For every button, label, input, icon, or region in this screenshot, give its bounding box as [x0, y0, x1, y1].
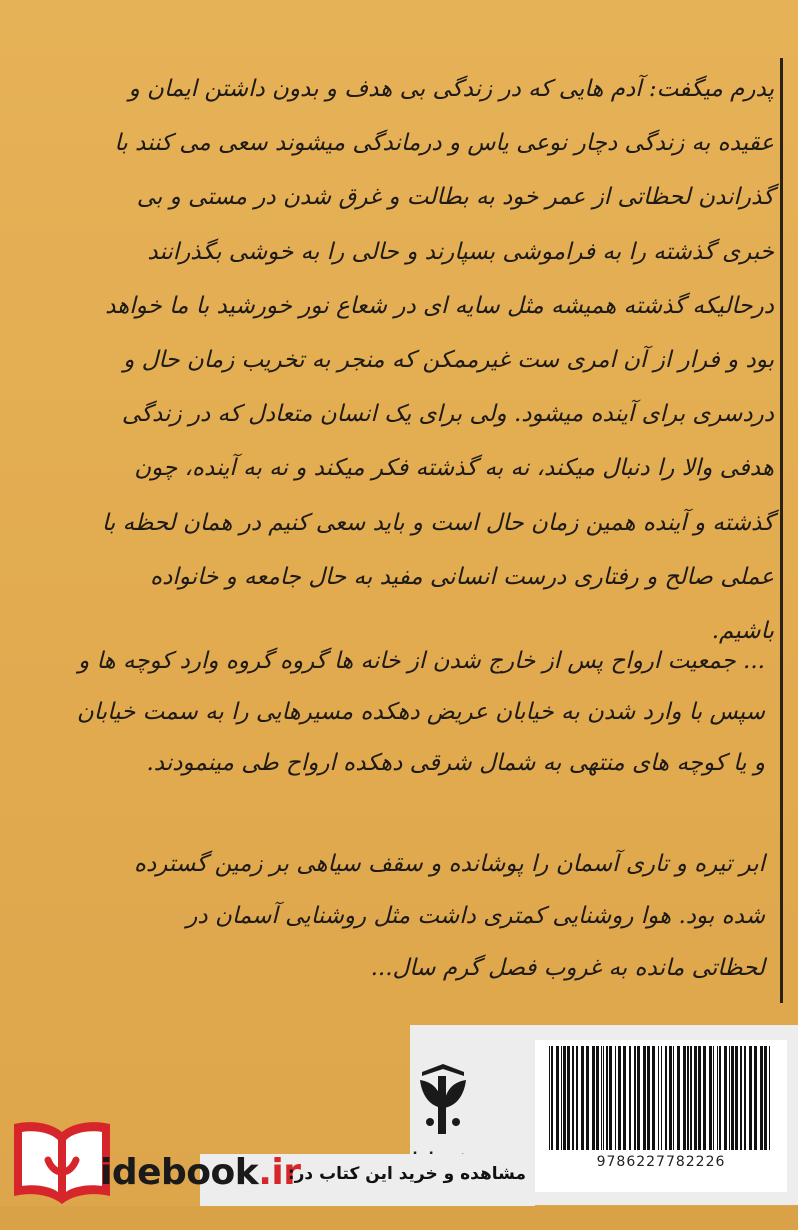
barcode-bar: [754, 1046, 757, 1150]
barcode-bar: [549, 1046, 550, 1150]
barcode-bar: [719, 1046, 721, 1150]
barcode-bar: [749, 1046, 752, 1150]
barcode-bar: [709, 1046, 712, 1150]
barcode-bar: [760, 1046, 763, 1150]
watermark-caption: مشاهده و خرید این کتاب در:: [287, 1164, 526, 1184]
barcode-bar: [744, 1046, 746, 1150]
vania-publisher-logo-icon: [416, 1062, 470, 1138]
barcode-bar: [572, 1046, 574, 1150]
barcode-bar: [615, 1046, 616, 1150]
barcode-bar: [769, 1046, 770, 1150]
barcode-bar: [683, 1046, 686, 1150]
barcode-bar: [735, 1046, 738, 1150]
blurb-paragraph-1: پدرم میگفت: آدم هایی که در زندگی بی هدف و بدون داشتن ایمان و عقیده به زندگی دچار نوعی یاس و درماندگی میشوند سعی می کنند با گذراندن لحظاتی از عمر خود به بطالت و غرق شدن در مستی و بی خبری گذشته را به فراموشی بسپارند و حالی را به خوشی بگذرانند درحالیکه گذشته همیشه مثل سایه ای در شعاع نور خورشید با ما خواهد بود و فرار از آن امری ست غیرممکن که منجر به تخریب زمان حال و دردسری برای آینده میشود. ولی برای یک انسان متعادل که در زندگی هدفی والا را دنبال میکند، نه به گذشته فکر میکند و نه به آینده، چون گذشته و آینده همین زمان حال است و باید سعی کنیم در همان لحظه با عملی صالح و رفتاری درست انسانی مفید به حال جامعه و خانواده باشیم.: [101, 76, 774, 645]
barcode-panel: [535, 1040, 787, 1192]
open-book-icon: [10, 1118, 114, 1210]
barcode-bar: [596, 1046, 599, 1150]
barcode-bar: [694, 1046, 697, 1150]
barcode-bar: [609, 1046, 612, 1150]
barcode-bar: [623, 1046, 626, 1150]
vertical-rule: [780, 58, 783, 1003]
bottom-strip: [0, 1206, 798, 1230]
barcode-bar: [703, 1046, 706, 1150]
barcode-bar: [551, 1046, 553, 1150]
barcode-bar: [643, 1046, 646, 1150]
barcode-bar: [592, 1046, 595, 1150]
barcode-bar: [603, 1046, 604, 1150]
barcode-bar: [665, 1046, 667, 1150]
isbn-number: 9786227782226: [596, 1154, 726, 1170]
barcode-bar: [677, 1046, 680, 1150]
barcode-bar: [586, 1046, 589, 1150]
barcode-bar: [567, 1046, 570, 1150]
barcode-bar: [687, 1046, 689, 1150]
watermark-logo[interactable]: [100, 1152, 300, 1193]
barcode-bar: [690, 1046, 692, 1150]
barcode-bar: [724, 1046, 727, 1150]
barcode-bar: [581, 1046, 584, 1150]
barcode-bar: [740, 1046, 742, 1150]
barcode-bar: [764, 1046, 767, 1150]
barcode-bar: [731, 1046, 734, 1150]
watermark-logo-tld: .ir: [258, 1152, 301, 1193]
barcode-bar: [729, 1046, 730, 1150]
barcode-bar: [661, 1046, 662, 1150]
barcode-bar: [637, 1046, 640, 1150]
barcode-bar: [561, 1046, 562, 1150]
barcode-bar: [618, 1046, 621, 1150]
barcode-bar: [647, 1046, 650, 1150]
barcode: [547, 1046, 775, 1150]
barcode-bar: [629, 1046, 631, 1150]
excerpt-paragraph-2: ابر تیره و تاری آسمان را پوشانده و سقف سیاهی بر زمین گسترده شده بود. هوا روشنایی کمتری داشت مثل روشنایی آسمان در لحظاتی مانده به غروب فصل گرم سال...: [133, 851, 765, 981]
barcode-bar: [713, 1046, 714, 1150]
barcode-bar: [634, 1046, 636, 1150]
barcode-bar: [563, 1046, 566, 1150]
barcode-bar: [576, 1046, 578, 1150]
barcode-bar: [652, 1046, 655, 1150]
barcode-bar: [556, 1046, 559, 1150]
barcode-bar: [601, 1046, 602, 1150]
barcode-bar: [673, 1046, 674, 1150]
excerpt-paragraph-1: ... جمعیت ارواح پس از خارج شدن از خانه ها گروه گروه وارد کوچه ها و سپس با وارد شدن به خیابان عریض دهکده مسیرهایی را به سمت خیابان و یا کوچه های منتهی به شمال شرقی دهکده ارواح طی مینمودند.: [76, 648, 765, 776]
barcode-bar: [658, 1046, 659, 1150]
barcode-bar: [698, 1046, 701, 1150]
watermark-logo-text: idebook: [100, 1152, 259, 1193]
barcode-bar: [606, 1046, 608, 1150]
barcode-bar: [717, 1046, 718, 1150]
barcode-bar: [669, 1046, 672, 1150]
